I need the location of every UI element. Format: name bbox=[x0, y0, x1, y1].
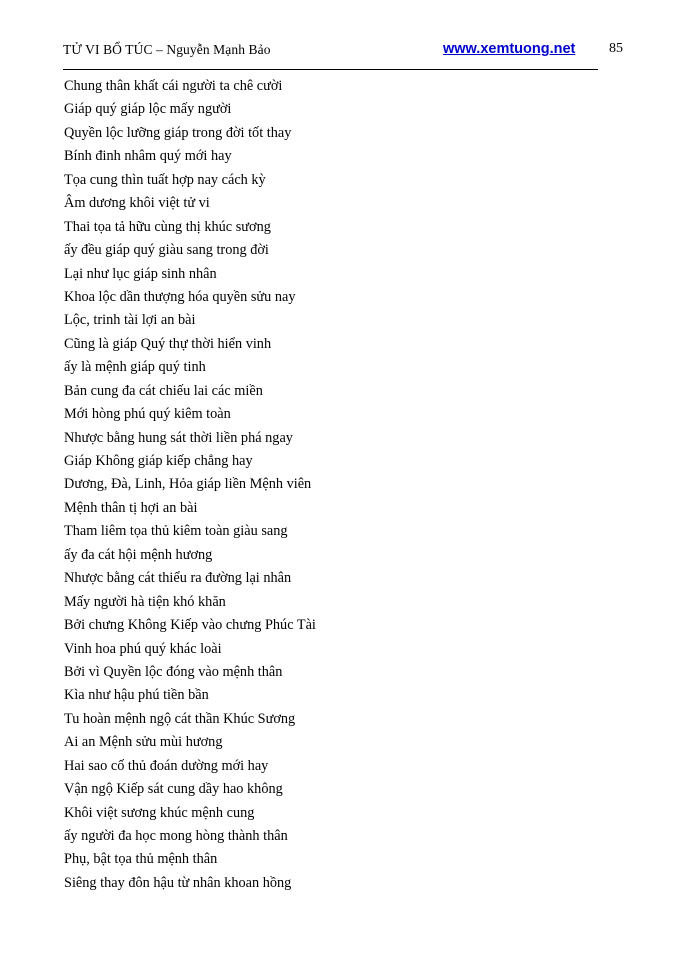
verse-line: Lộc, trinh tài lợi an bài bbox=[64, 312, 196, 329]
verse-line: Giáp quý giáp lộc mấy người bbox=[64, 101, 232, 118]
verse-line: Giáp Không giáp kiếp chẳng hay bbox=[64, 453, 253, 469]
verse-line: Chung thân khất cái người ta chê cười bbox=[64, 78, 283, 94]
header-title: TỬ VI BỔ TÚC – Nguyễn Mạnh Bảo bbox=[63, 42, 271, 57]
verse-line: Vận ngộ Kiếp sát cung dầy hao không bbox=[64, 781, 283, 798]
header-divider bbox=[63, 69, 598, 70]
verse-line: Mấy người hà tiện khó khăn bbox=[64, 593, 226, 610]
verse-line: Âm dương khôi việt tử vi bbox=[64, 195, 210, 212]
verse-line: Vinh hoa phú quý khác loài bbox=[64, 640, 222, 657]
verse-line: Thai tọa tả hữu cùng thị khúc sương bbox=[64, 218, 271, 235]
verse-line: Phụ, bật tọa thủ mệnh thân bbox=[64, 851, 218, 868]
verse-line: Khôi việt sương khúc mệnh cung bbox=[64, 804, 255, 821]
verse-line: Siêng thay đôn hậu từ nhân khoan hồng bbox=[64, 874, 292, 891]
verse-line: Khoa lộc dần thượng hóa quyền sửu nay bbox=[64, 288, 296, 305]
verse-line: Bởi vì Quyền lộc đóng vào mệnh thân bbox=[64, 663, 283, 680]
verse-line: Lại như lục giáp sinh nhân bbox=[64, 265, 217, 282]
verse-line: Bởi chưng Không Kiếp vào chưng Phúc Tài bbox=[64, 617, 316, 634]
verse-line: Mệnh thân tị hợi an bài bbox=[64, 499, 198, 516]
verse-line: Tu hoàn mệnh ngộ cát thần Khúc Sương bbox=[64, 710, 296, 727]
verse-lines bbox=[64, 75, 316, 895]
verse-line: Cũng là giáp Quý thự thời hiển vinh bbox=[64, 335, 272, 352]
verse-line: Ai an Mệnh sửu mùi hương bbox=[64, 734, 223, 751]
verse-line: Tọa cung thìn tuất hợp nay cách kỳ bbox=[64, 171, 266, 188]
verse-line: Quyền lộc lưỡng giáp trong đời tốt thay bbox=[64, 124, 292, 141]
verse-line: Nhược bằng hung sát thời liền phá ngay bbox=[64, 429, 293, 446]
verse-line: Bản cung đa cát chiếu lai các miền bbox=[64, 382, 263, 399]
verse-line: Hai sao cố thủ đoán dường mới hay bbox=[64, 757, 269, 774]
verse-line: Tham liêm tọa thủ kiêm toàn giàu sang bbox=[64, 523, 288, 540]
verse-line: Bính đinh nhâm quý mới hay bbox=[64, 148, 232, 165]
verse-line: Kìa như hậu phú tiền bần bbox=[64, 687, 209, 704]
verse-line: ấy đa cát hội mệnh hương bbox=[64, 546, 213, 563]
verse-line: Mới hòng phú quý kiêm toàn bbox=[64, 406, 231, 423]
verse-line: Nhược bằng cát thiểu ra đường lại nhân bbox=[64, 570, 292, 587]
verse-line: ấy là mệnh giáp quý tinh bbox=[64, 359, 206, 376]
verse-line: ấy người đa học mong hòng thành thân bbox=[64, 828, 288, 844]
page-header bbox=[63, 40, 599, 62]
website-link[interactable]: www.xemtuong.net bbox=[443, 41, 576, 57]
verse-line: ấy đều giáp quý giàu sang trong đời bbox=[64, 242, 269, 259]
page-number: 85 bbox=[609, 41, 623, 56]
verse-line: Dương, Đà, Linh, Hỏa giáp liền Mệnh viên bbox=[64, 476, 312, 493]
